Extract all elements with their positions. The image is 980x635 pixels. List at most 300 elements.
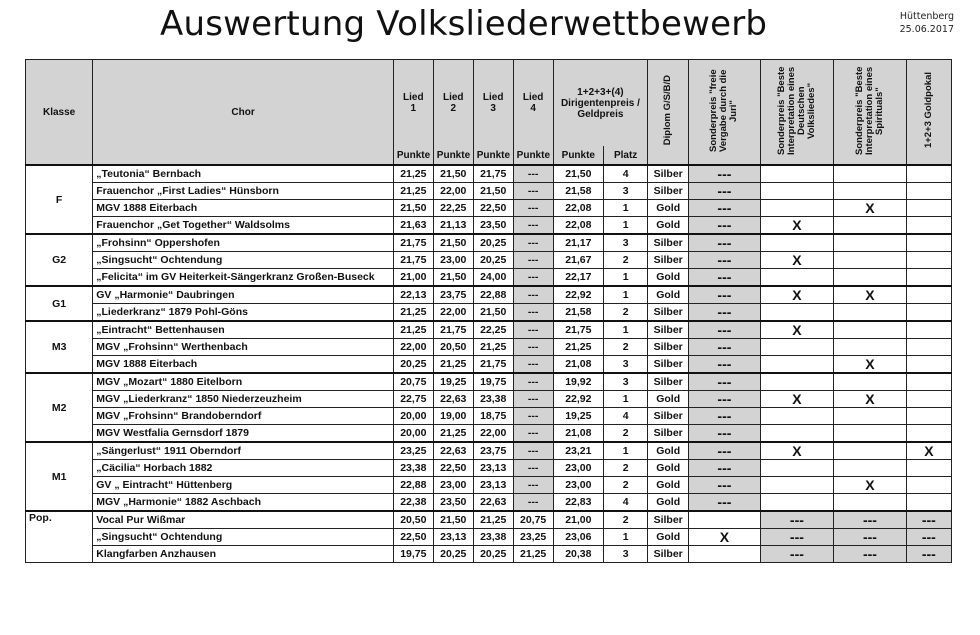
total-score: 23,00 [553, 477, 603, 494]
lied-2-score: 21,75 [433, 321, 473, 339]
placement: 2 [604, 339, 648, 356]
table-row [26, 339, 952, 356]
sonderpreis-volkslied-mark [760, 165, 834, 183]
total-score: 22,08 [553, 217, 603, 235]
sonderpreis-volkslied-mark [760, 339, 834, 356]
lied-3-score: 21,50 [473, 304, 513, 322]
lied-2-score: 19,00 [433, 408, 473, 425]
page-title: Auswertung Volksliederwettbewerb [160, 4, 768, 44]
sonderpreis-jury-mark: --- [689, 286, 760, 304]
lied-4-score: --- [513, 217, 553, 235]
header-punkte: Punkte [433, 146, 473, 165]
summary-line-1: 1+2+3+(4) [577, 86, 624, 98]
sonderpreis-volkslied-mark [760, 200, 834, 217]
lied-2-score: 21,50 [433, 165, 473, 183]
sonderpreis-spiritual-mark [834, 373, 907, 391]
sonderpreis-volkslied-mark: X [760, 217, 834, 235]
placement: 1 [604, 200, 648, 217]
placement: 4 [604, 494, 648, 512]
sonderpreis-jury-mark [689, 546, 760, 563]
klasse-cell: M2 [26, 373, 93, 442]
goldpokal-mark [906, 217, 951, 235]
lied-1-score: 21,25 [393, 183, 433, 200]
table-row [26, 425, 952, 443]
diplom-value: Gold [648, 286, 689, 304]
lied-label: Lied [442, 92, 464, 103]
sonderpreis-volkslied-mark [760, 477, 834, 494]
diplom-value: Gold [648, 269, 689, 287]
lied-4-score: --- [513, 356, 553, 374]
lied-2-score: 21,25 [433, 356, 473, 374]
sonder1-label: Sonderpreis "freie Vergabe durch die Juri" [708, 69, 740, 152]
sonderpreis-spiritual-mark [834, 304, 907, 322]
table-row [26, 304, 952, 322]
goldpokal-mark [906, 460, 951, 477]
lied-1-score: 21,75 [393, 252, 433, 269]
sonderpreis-volkslied-mark [760, 425, 834, 443]
sonderpreis-volkslied-mark [760, 234, 834, 252]
chor-name: GV „ Eintracht“ Hüttenberg [93, 477, 394, 494]
chor-name: Klangfarben Anzhausen [93, 546, 394, 563]
goldpokal-mark: X [906, 442, 951, 460]
lied-3-score: 23,38 [473, 391, 513, 408]
header-punkte: Punkte [473, 146, 513, 165]
chor-name: MGV 1888 Eiterbach [93, 200, 394, 217]
lied-3-score: 20,25 [473, 252, 513, 269]
total-score: 21,08 [553, 425, 603, 443]
header-lied-1 [393, 60, 433, 147]
total-score: 22,08 [553, 200, 603, 217]
diplom-value: Silber [648, 252, 689, 269]
sonderpreis-jury-mark [689, 511, 760, 529]
lied-1-score: 20,75 [393, 373, 433, 391]
diplom-value: Gold [648, 460, 689, 477]
sonder2-label: Sonderpreis "Beste Interpretation eines Deutschen Volksliedes" [775, 66, 817, 155]
diplom-value: Silber [648, 511, 689, 529]
total-score: 23,21 [553, 442, 603, 460]
sonderpreis-jury-mark: --- [689, 234, 760, 252]
header-sonderpreis-volkslied [760, 60, 834, 166]
sonderpreis-volkslied-mark [760, 304, 834, 322]
placement: 1 [604, 286, 648, 304]
table-row [26, 321, 952, 339]
sonderpreis-volkslied-mark [760, 356, 834, 374]
diplom-value: Gold [648, 200, 689, 217]
lied-label: Lied [522, 92, 544, 103]
sonderpreis-volkslied-mark [760, 183, 834, 200]
goldpokal-mark [906, 269, 951, 287]
sonderpreis-jury-mark: --- [689, 252, 760, 269]
chor-name: „Singsucht“ Ochtendung [93, 252, 394, 269]
sonderpreis-jury-mark: --- [689, 408, 760, 425]
header-lied-4 [513, 60, 553, 147]
lied-2-score: 23,75 [433, 286, 473, 304]
sonderpreis-jury-mark: --- [689, 442, 760, 460]
sonderpreis-jury-mark: --- [689, 269, 760, 287]
table-row [26, 442, 952, 460]
placement: 2 [604, 252, 648, 269]
sonderpreis-spiritual-mark [834, 408, 907, 425]
lied-2-score: 21,50 [433, 234, 473, 252]
lied-2-score: 22,63 [433, 391, 473, 408]
lied-3-score: 21,25 [473, 511, 513, 529]
lied-2-score: 23,00 [433, 252, 473, 269]
klasse-cell: M1 [26, 442, 93, 511]
lied-2-score: 21,25 [433, 425, 473, 443]
total-score: 21,25 [553, 339, 603, 356]
lied-4-score: --- [513, 442, 553, 460]
sonderpreis-spiritual-mark: X [834, 286, 907, 304]
lied-4-score: 21,25 [513, 546, 553, 563]
lied-3-score: 22,25 [473, 321, 513, 339]
lied-4-score: --- [513, 304, 553, 322]
goldpokal-mark [906, 252, 951, 269]
lied-number: 1 [410, 103, 417, 114]
chor-name: MGV 1888 Eiterbach [93, 356, 394, 374]
lied-1-score: 21,63 [393, 217, 433, 235]
lied-3-score: 23,75 [473, 442, 513, 460]
total-score: 21,50 [553, 165, 603, 183]
lied-number: 3 [490, 103, 496, 114]
sonderpreis-jury-mark: --- [689, 391, 760, 408]
lied-4-score: 23,25 [513, 529, 553, 546]
goldpokal-mark: --- [906, 529, 951, 546]
goldpokal-mark [906, 286, 951, 304]
placement: 1 [604, 269, 648, 287]
lied-2-score: 23,13 [433, 529, 473, 546]
sonderpreis-jury-mark: --- [689, 373, 760, 391]
lied-1-score: 21,00 [393, 269, 433, 287]
lied-3-score: 18,75 [473, 408, 513, 425]
sonderpreis-jury-mark: --- [689, 425, 760, 443]
table-row [26, 408, 952, 425]
lied-1-score: 21,75 [393, 234, 433, 252]
sonderpreis-jury-mark: --- [689, 304, 760, 322]
lied-3-score: 23,50 [473, 217, 513, 235]
lied-4-score: --- [513, 460, 553, 477]
lied-2-score: 22,25 [433, 200, 473, 217]
lied-2-score: 22,63 [433, 442, 473, 460]
header-chor: Chor [93, 60, 394, 166]
chor-name: „Liederkranz“ 1879 Pohl-Göns [93, 304, 394, 322]
chor-name: „Frohsinn“ Oppershofen [93, 234, 394, 252]
total-score: 21,00 [553, 511, 603, 529]
goldpokal-mark: --- [906, 546, 951, 563]
total-score: 21,67 [553, 252, 603, 269]
lied-3-score: 19,75 [473, 373, 513, 391]
total-score: 20,38 [553, 546, 603, 563]
placement: 1 [604, 442, 648, 460]
lied-1-score: 22,75 [393, 391, 433, 408]
diplom-value: Gold [648, 477, 689, 494]
klasse-cell: F [26, 165, 93, 234]
table-row [26, 234, 952, 252]
sonderpreis-jury-mark: --- [689, 339, 760, 356]
placement: 1 [604, 391, 648, 408]
goldpokal-mark [906, 183, 951, 200]
sonderpreis-volkslied-mark: --- [760, 546, 834, 563]
lied-1-score: 22,00 [393, 339, 433, 356]
table-row [26, 183, 952, 200]
lied-1-score: 22,88 [393, 477, 433, 494]
lied-1-score: 23,38 [393, 460, 433, 477]
placement: 4 [604, 165, 648, 183]
placement: 3 [604, 373, 648, 391]
table-row [26, 477, 952, 494]
lied-4-score: --- [513, 286, 553, 304]
header-klasse: Klasse [26, 60, 93, 166]
lied-3-score: 22,00 [473, 425, 513, 443]
sonderpreis-jury-mark: --- [689, 321, 760, 339]
lied-3-score: 23,38 [473, 529, 513, 546]
header-sonderpreis-jury [689, 60, 760, 166]
goldpokal-mark [906, 234, 951, 252]
goldpokal-mark [906, 494, 951, 512]
diplom-value: Silber [648, 183, 689, 200]
chor-name: GV „Harmonie“ Daubringen [93, 286, 394, 304]
lied-4-score: --- [513, 234, 553, 252]
placement: 3 [604, 183, 648, 200]
placement: 2 [604, 477, 648, 494]
sonderpreis-jury-mark: --- [689, 217, 760, 235]
lied-4-score: --- [513, 200, 553, 217]
lied-1-score: 22,38 [393, 494, 433, 512]
lied-4-score: --- [513, 183, 553, 200]
goldpokal-mark [906, 165, 951, 183]
lied-label: Lied [482, 92, 504, 103]
sonderpreis-volkslied-mark: --- [760, 511, 834, 529]
lied-1-score: 21,50 [393, 200, 433, 217]
lied-4-score: --- [513, 408, 553, 425]
chor-name: MGV Westfalia Gernsdorf 1879 [93, 425, 394, 443]
placement: 3 [604, 546, 648, 563]
lied-label: Lied [403, 92, 424, 103]
total-score: 23,06 [553, 529, 603, 546]
sonderpreis-volkslied-mark: X [760, 442, 834, 460]
sonderpreis-jury-mark: --- [689, 165, 760, 183]
lied-3-score: 22,63 [473, 494, 513, 512]
total-score: 21,17 [553, 234, 603, 252]
goldpokal-mark [906, 391, 951, 408]
diplom-label: Diplom G/S/B/D [662, 75, 674, 146]
klasse-cell: Pop. [26, 511, 93, 563]
diplom-value: Silber [648, 373, 689, 391]
goldpokal-mark [906, 321, 951, 339]
sonderpreis-spiritual-mark [834, 494, 907, 512]
sonderpreis-spiritual-mark [834, 183, 907, 200]
total-score: 21,75 [553, 321, 603, 339]
chor-name: MGV „Frohsinn“ Brandoberndorf [93, 408, 394, 425]
chor-name: Frauenchor „Get Together“ Waldsolms [93, 217, 394, 235]
lied-3-score: 20,25 [473, 546, 513, 563]
sonderpreis-volkslied-mark [760, 460, 834, 477]
table-row [26, 356, 952, 374]
sonderpreis-spiritual-mark [834, 425, 907, 443]
table-row [26, 494, 952, 512]
lied-3-score: 22,50 [473, 200, 513, 217]
sonderpreis-jury-mark: --- [689, 494, 760, 512]
total-score: 19,92 [553, 373, 603, 391]
sonderpreis-jury-mark: --- [689, 200, 760, 217]
lied-4-score: --- [513, 494, 553, 512]
sonderpreis-spiritual-mark [834, 269, 907, 287]
table-row [26, 373, 952, 391]
header-punkte: Punkte [393, 146, 433, 165]
table-body [26, 165, 952, 563]
lied-4-score: --- [513, 339, 553, 356]
diplom-value: Silber [648, 165, 689, 183]
lied-3-score: 21,50 [473, 183, 513, 200]
table-row [26, 391, 952, 408]
diplom-value: Silber [648, 425, 689, 443]
lied-2-score: 22,00 [433, 183, 473, 200]
chor-name: „Sängerlust“ 1911 Oberndorf [93, 442, 394, 460]
placement: 4 [604, 408, 648, 425]
lied-2-score: 23,50 [433, 494, 473, 512]
placement: 2 [604, 425, 648, 443]
diplom-value: Gold [648, 529, 689, 546]
chor-name: Vocal Pur Wißmar [93, 511, 394, 529]
goldpokal-mark [906, 339, 951, 356]
lied-4-score: --- [513, 373, 553, 391]
total-score: 21,58 [553, 183, 603, 200]
lied-4-score: --- [513, 269, 553, 287]
sonderpreis-jury-mark: X [689, 529, 760, 546]
lied-4-score: 20,75 [513, 511, 553, 529]
diplom-value: Silber [648, 339, 689, 356]
lied-2-score: 22,00 [433, 304, 473, 322]
total-score: 21,58 [553, 304, 603, 322]
total-score: 22,17 [553, 269, 603, 287]
diplom-value: Gold [648, 217, 689, 235]
klasse-cell: G2 [26, 234, 93, 286]
chor-name: „Cäcilia“ Horbach 1882 [93, 460, 394, 477]
header-sonderpreis-spiritual [834, 60, 907, 166]
lied-3-score: 21,75 [473, 356, 513, 374]
table-row [26, 529, 952, 546]
sonderpreis-volkslied-mark [760, 373, 834, 391]
header-punkte: Punkte [553, 146, 603, 165]
table-row [26, 511, 952, 529]
sonderpreis-spiritual-mark: --- [834, 529, 907, 546]
sonderpreis-spiritual-mark: --- [834, 546, 907, 563]
lied-2-score: 21,50 [433, 511, 473, 529]
lied-3-score: 24,00 [473, 269, 513, 287]
placement: 1 [604, 529, 648, 546]
sonderpreis-volkslied-mark: X [760, 286, 834, 304]
table-header [26, 60, 952, 166]
sonderpreis-spiritual-mark [834, 252, 907, 269]
lied-1-score: 20,50 [393, 511, 433, 529]
lied-1-score: 21,25 [393, 165, 433, 183]
sonderpreis-spiritual-mark [834, 165, 907, 183]
place-text: Hüttenberg [899, 11, 954, 22]
sonder3-label: Sonderpreis "Beste Interpretation eines Spirituals" [853, 66, 885, 155]
chor-name: Frauenchor „First Ladies“ Hünsborn [93, 183, 394, 200]
sonderpreis-volkslied-mark [760, 408, 834, 425]
header-diplom [648, 60, 689, 166]
table-row [26, 269, 952, 287]
sonderpreis-spiritual-mark [834, 217, 907, 235]
table-row [26, 252, 952, 269]
diplom-value: Silber [648, 234, 689, 252]
lied-1-score: 22,13 [393, 286, 433, 304]
total-score: 23,00 [553, 460, 603, 477]
chor-name: „Felicita“ im GV Heiterkeit-Sängerkranz Großen-Buseck [93, 269, 394, 287]
sonderpreis-jury-mark: --- [689, 460, 760, 477]
klasse-cell: G1 [26, 286, 93, 321]
results-table [25, 59, 952, 563]
goldpokal-mark [906, 425, 951, 443]
lied-3-score: 21,25 [473, 339, 513, 356]
sonderpreis-spiritual-mark [834, 339, 907, 356]
sonderpreis-spiritual-mark [834, 234, 907, 252]
sonderpreis-volkslied-mark: X [760, 391, 834, 408]
lied-1-score: 20,25 [393, 356, 433, 374]
lied-3-score: 23,13 [473, 460, 513, 477]
sonderpreis-spiritual-mark [834, 442, 907, 460]
chor-name: MGV „Mozart“ 1880 Eitelborn [93, 373, 394, 391]
lied-4-score: --- [513, 321, 553, 339]
sonderpreis-spiritual-mark: X [834, 356, 907, 374]
placement: 2 [604, 460, 648, 477]
goldpokal-mark: --- [906, 511, 951, 529]
lied-2-score: 20,50 [433, 339, 473, 356]
date-text: 25.06.2017 [899, 24, 954, 35]
lied-2-score: 23,00 [433, 477, 473, 494]
goldpokal-mark [906, 477, 951, 494]
sonderpreis-spiritual-mark [834, 321, 907, 339]
diplom-value: Silber [648, 546, 689, 563]
lied-1-score: 21,25 [393, 304, 433, 322]
sonderpreis-jury-mark: --- [689, 477, 760, 494]
diplom-value: Gold [648, 494, 689, 512]
goldpokal-mark [906, 304, 951, 322]
lied-2-score: 19,25 [433, 373, 473, 391]
sonderpreis-volkslied-mark: X [760, 321, 834, 339]
placement: 2 [604, 304, 648, 322]
sonderpreis-spiritual-mark: --- [834, 511, 907, 529]
table-row [26, 460, 952, 477]
header-platz: Platz [604, 146, 648, 165]
lied-2-score: 22,50 [433, 460, 473, 477]
diplom-value: Silber [648, 321, 689, 339]
header-summary [553, 60, 648, 147]
diplom-value: Silber [648, 356, 689, 374]
lied-2-score: 21,13 [433, 217, 473, 235]
chor-name: MGV „Liederkranz“ 1850 Niederzeuzheim [93, 391, 394, 408]
total-score: 22,92 [553, 286, 603, 304]
chor-name: „Singsucht“ Ochtendung [93, 529, 394, 546]
placement: 1 [604, 321, 648, 339]
sonderpreis-volkslied-mark [760, 494, 834, 512]
place-date [900, 10, 954, 36]
sonderpreis-volkslied-mark: --- [760, 529, 834, 546]
goldpokal-mark [906, 356, 951, 374]
lied-4-score: --- [513, 252, 553, 269]
diplom-value: Silber [648, 408, 689, 425]
placement: 2 [604, 511, 648, 529]
lied-3-score: 23,13 [473, 477, 513, 494]
header-lied-3 [473, 60, 513, 147]
lied-1-score: 22,50 [393, 529, 433, 546]
header-goldpokal [906, 60, 951, 166]
table-row [26, 217, 952, 235]
lied-1-score: 20,00 [393, 425, 433, 443]
placement: 3 [604, 234, 648, 252]
goldpokal-mark [906, 408, 951, 425]
goldpokal-label: 1+2+3 Goldpokal [922, 72, 934, 149]
